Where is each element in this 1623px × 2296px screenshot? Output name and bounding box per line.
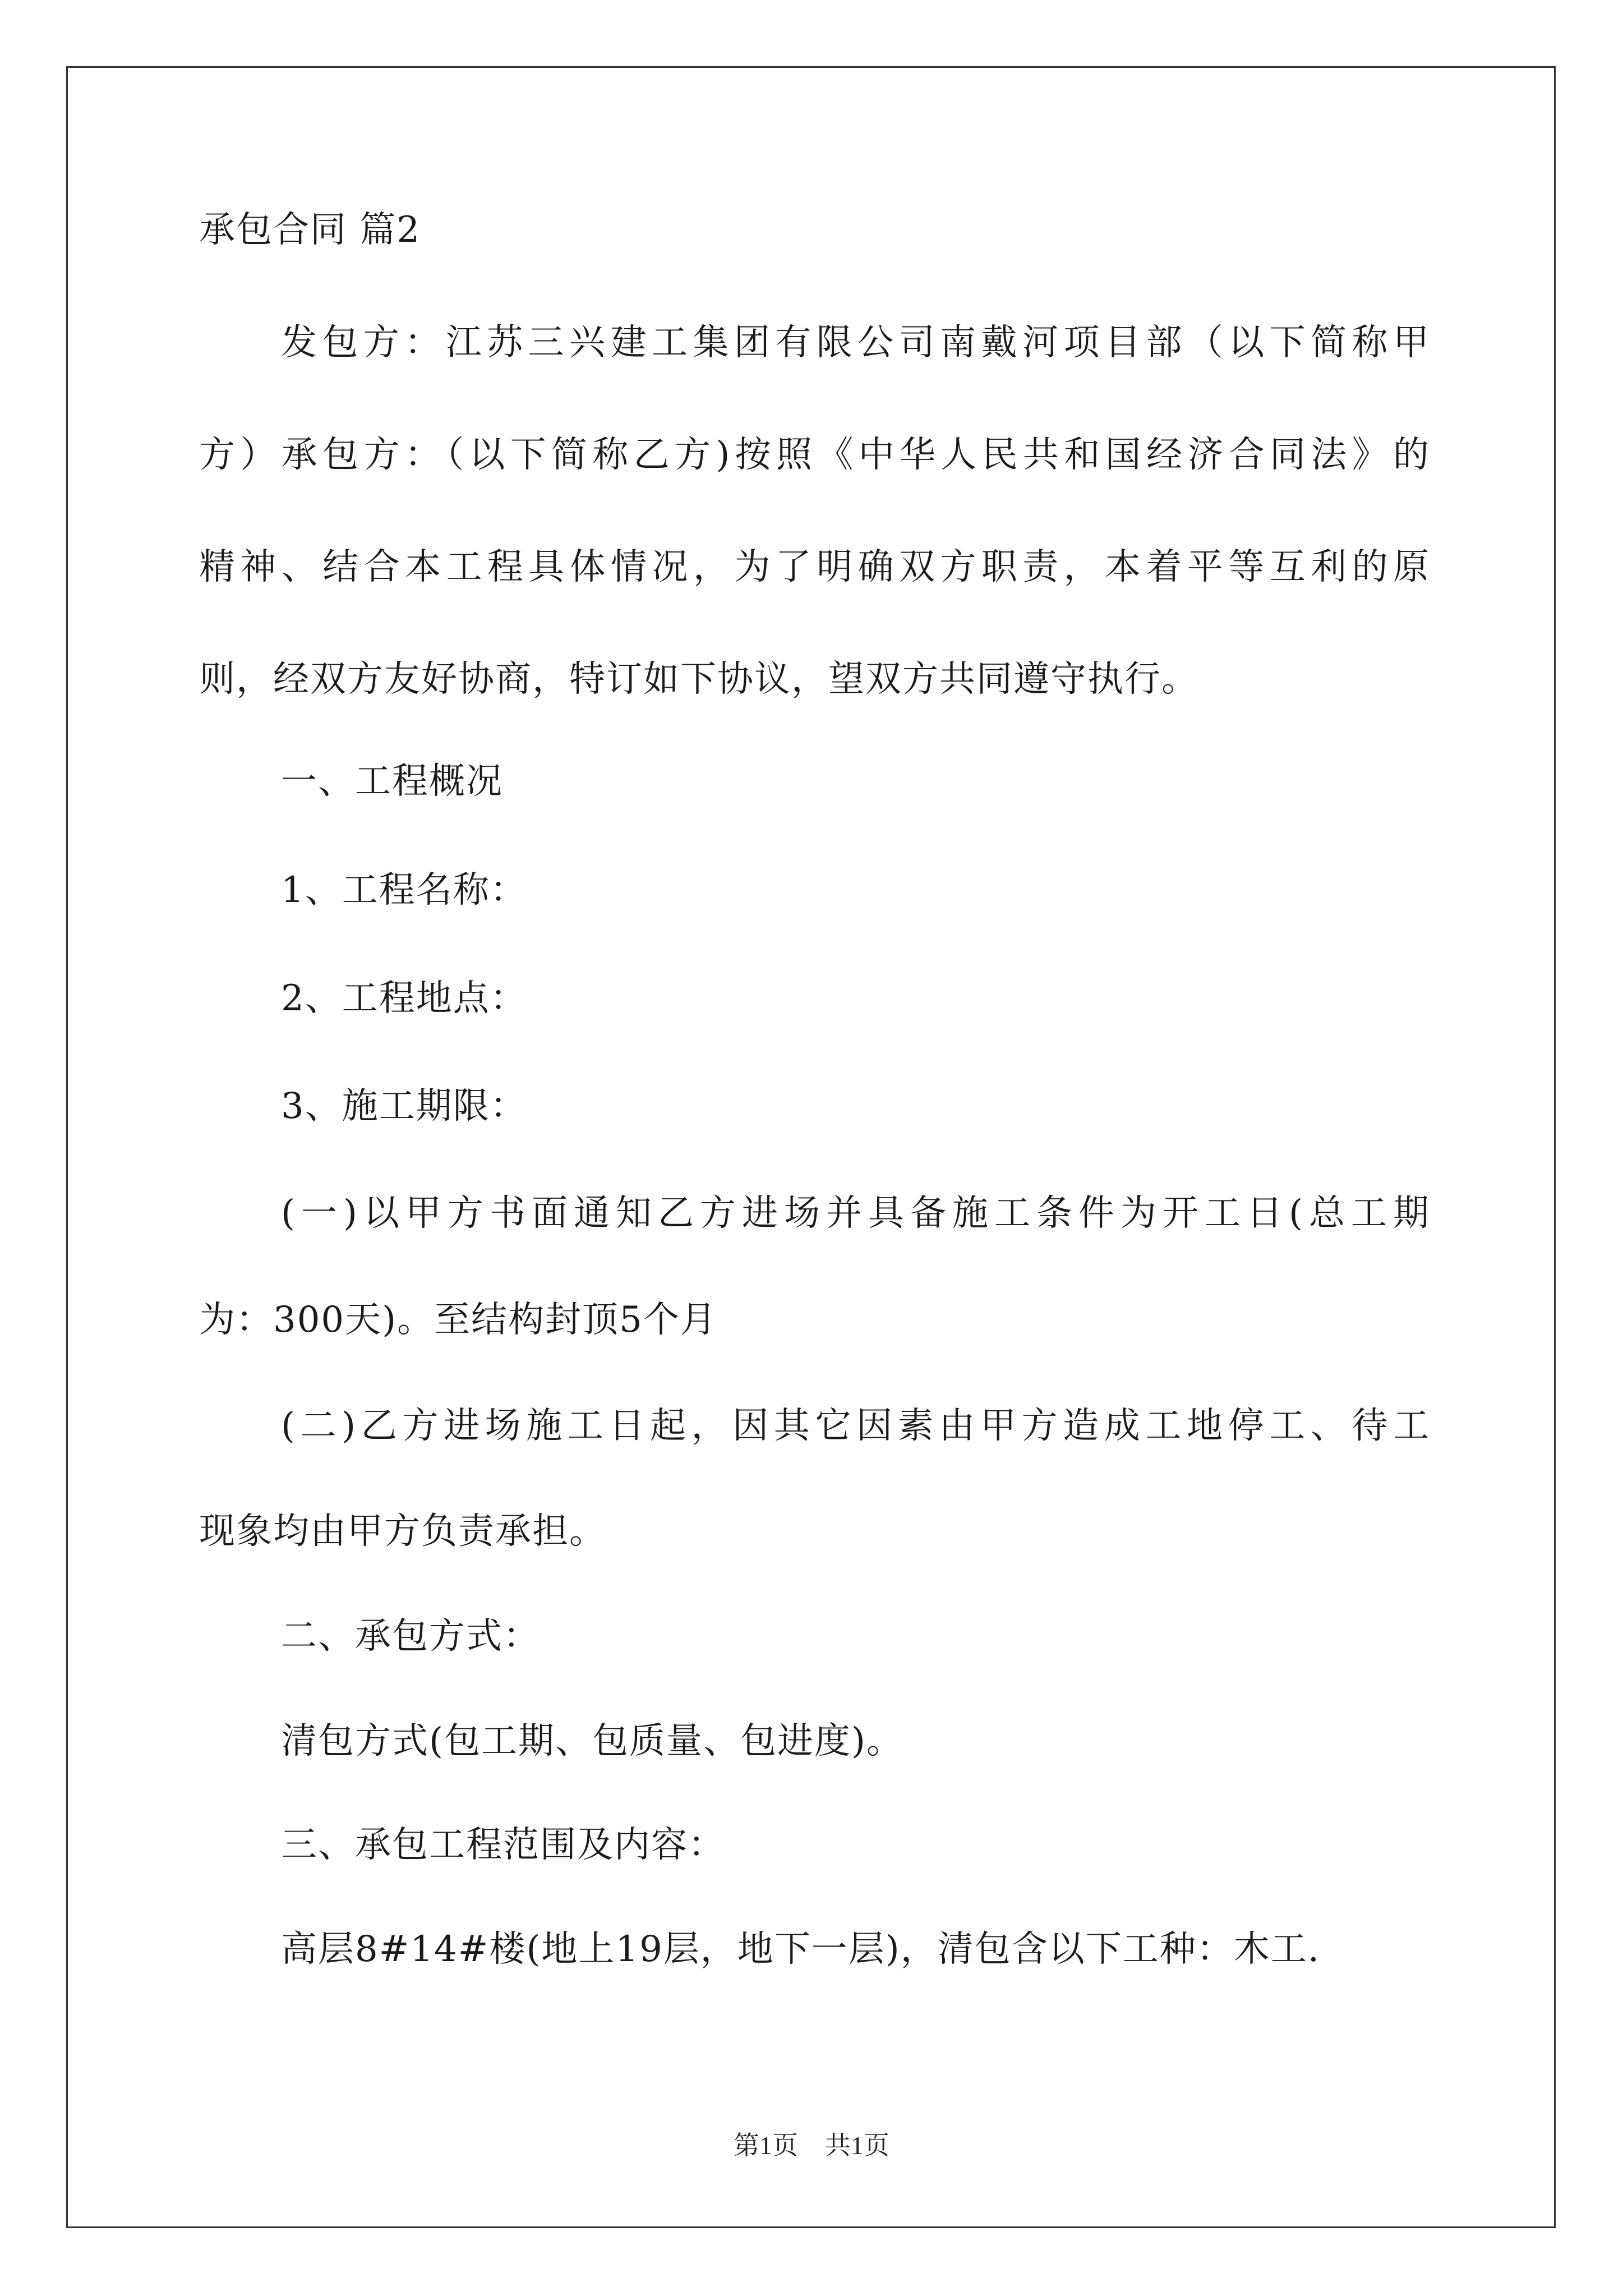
section-heading: 三、承包工程范围及内容： bbox=[281, 1824, 725, 1866]
document-heading: 承包合同 篇2 bbox=[199, 209, 421, 251]
page-number-current: 第1页 bbox=[734, 2131, 798, 2160]
section-heading: 二、承包方式： bbox=[281, 1616, 540, 1657]
page-footer bbox=[0, 2129, 1623, 2162]
paragraph-line: (一)以甲方书面通知乙方进场并具备施工条件为开工日(总工期 bbox=[281, 1193, 1430, 1234]
list-item: 2、工程地点： bbox=[281, 978, 527, 1019]
paragraph-line: 清包方式(包工期、包质量、包进度)。 bbox=[281, 1720, 903, 1762]
page-border bbox=[66, 66, 1556, 2228]
paragraph-line: 高层8#14#楼(地上19层，地下一层)，清包含以下工种：木工. bbox=[281, 1929, 1321, 1970]
paragraph-line: (二)乙方进场施工日起，因其它因素由甲方造成工地停工、待工 bbox=[281, 1405, 1430, 1447]
paragraph-line: 精神、结合本工程具体情况，为了明确双方职责，本着平等互利的原 bbox=[199, 546, 1430, 588]
page-number-total: 共1页 bbox=[825, 2131, 889, 2160]
paragraph-line: 现象均由甲方负责承担。 bbox=[199, 1511, 606, 1552]
section-heading: 一、工程概况 bbox=[281, 761, 503, 802]
paragraph-line: 则，经双方友好协商，特订如下协议，望双方共同遵守执行。 bbox=[199, 659, 1198, 700]
paragraph-line: 发包方：江苏三兴建工集团有限公司南戴河项目部（以下简称甲 bbox=[281, 322, 1430, 364]
list-item: 3、施工期限： bbox=[281, 1085, 527, 1127]
paragraph-line: 方）承包方：（以下简称乙方)按照《中华人民共和国经济合同法》的 bbox=[199, 434, 1430, 476]
list-item: 1、工程名称： bbox=[281, 869, 527, 911]
paragraph-line: 为：300天)。至结构封顶5个月 bbox=[199, 1299, 717, 1341]
